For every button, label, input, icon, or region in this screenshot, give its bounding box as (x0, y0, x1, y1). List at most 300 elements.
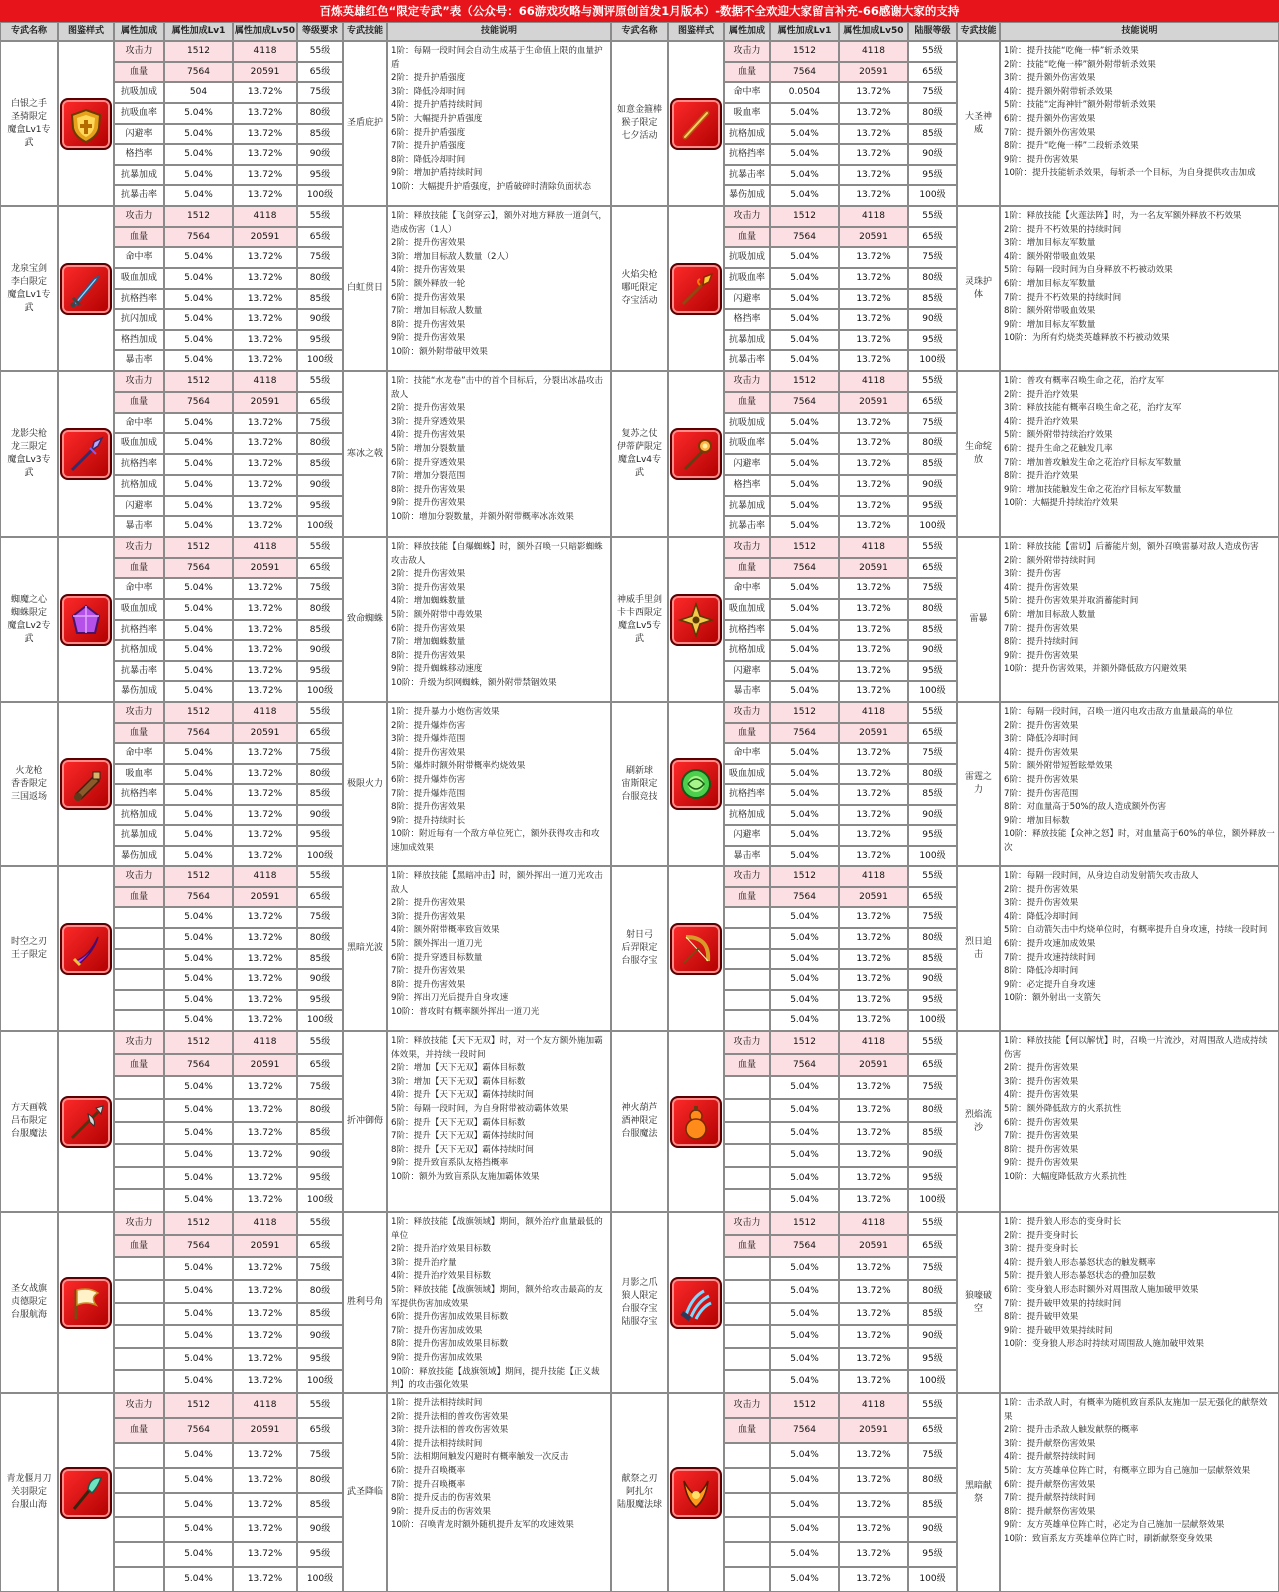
stat-lv50: 13.72% (233, 350, 297, 371)
stat-name (114, 1517, 164, 1542)
stat-lv1: 5.04% (164, 330, 233, 350)
stat-lv1: 5.04% (770, 124, 839, 144)
level-requirement: 65级 (297, 1054, 343, 1076)
stat-name (724, 949, 770, 969)
stat-lv1: 5.04% (164, 949, 233, 969)
skill-tier-line: 2阶：提升伤害效果 (391, 403, 466, 414)
stat-name: 攻击力 (114, 1393, 164, 1418)
skill-tier-line: 7阶：提升【天下无双】霸体持续时间 (391, 1131, 534, 1142)
level-requirement: 90级 (297, 1144, 343, 1167)
skill-tier-line: 1阶：释放技能【天下无双】时，对一个友方额外施加霸体效果，并持续一段时间 (391, 1036, 603, 1060)
skill-tier-line: 6阶：增加目标敌人数量 (1004, 609, 1096, 620)
stat-lv1: 5.04% (770, 144, 839, 165)
stat-lv50: 13.72% (233, 289, 297, 309)
stat-name: 闪避率 (724, 454, 770, 475)
weapon-skill-name: 狼嚎破空 (957, 1212, 1000, 1393)
stat-name: 攻击力 (114, 866, 164, 887)
skill-tier-line: 2阶：提升法相的普攻伤害效果 (391, 1411, 509, 1422)
skill-tier-line: 1阶：释放技能【雷切】后蓄能片刻，额外召唤雷暴对敌人造成伤害 (1004, 542, 1259, 552)
stat-lv1: 5.04% (164, 103, 233, 124)
stat-lv50: 13.72% (839, 247, 908, 268)
shuriken-icon (670, 594, 722, 646)
weapon-name: 复苏之仗 伊蒂萨限定 魔盒Lv4专武 (611, 371, 668, 537)
skill-tier-line: 3阶：提升伤害效果 (391, 582, 466, 593)
level-requirement: 90级 (908, 144, 957, 165)
stat-name (114, 1303, 164, 1325)
stat-name: 暴伤加成 (114, 846, 164, 866)
stat-lv1: 7564 (770, 1054, 839, 1076)
stat-name: 命中率 (114, 247, 164, 268)
level-requirement: 85级 (297, 454, 343, 475)
skill-tier-line: 4阶：提升伤害效果 (1004, 747, 1079, 758)
stat-lv50: 13.72% (839, 1542, 908, 1567)
stat-name: 暴伤加成 (114, 681, 164, 702)
weapon-icon-cell (58, 206, 114, 371)
level-requirement: 95级 (908, 1542, 957, 1567)
flag-icon (60, 1277, 112, 1329)
stat-name (114, 1099, 164, 1122)
skill-tier-line: 8阶：提升伤害效果 (391, 979, 466, 990)
stat-lv50: 20591 (839, 392, 908, 413)
stat-lv1: 5.04% (164, 247, 233, 268)
stat-name (724, 1303, 770, 1325)
level-requirement: 65级 (297, 887, 343, 907)
stat-lv1: 5.04% (770, 247, 839, 268)
stat-lv1: 5.04% (164, 289, 233, 309)
level-requirement: 100级 (297, 1010, 343, 1031)
weapon-icon-cell (58, 1031, 114, 1212)
stat-lv1: 504 (164, 82, 233, 103)
stat-lv50: 20591 (839, 62, 908, 82)
stat-name: 抗格挡率 (114, 784, 164, 805)
skill-tier-line: 2阶：提升伤害效果 (391, 898, 466, 909)
skill-tier-line: 5阶：提升狼人形态暴怒状态的叠加层数 (1004, 1271, 1156, 1282)
stat-lv1: 5.04% (770, 330, 839, 350)
skill-tier-line: 9阶：提升伤害加成效果 (391, 1352, 483, 1363)
level-requirement: 75级 (297, 907, 343, 928)
skill-tier-line: 8阶：额外附带吸血效果 (1004, 306, 1096, 317)
stat-lv50: 13.72% (233, 640, 297, 661)
stat-lv50: 13.72% (839, 805, 908, 825)
stat-lv1: 5.04% (164, 1517, 233, 1542)
stat-lv50: 13.72% (839, 330, 908, 350)
column-header: 属性加成Lv1 (770, 22, 839, 41)
stat-lv1: 1512 (164, 1393, 233, 1418)
skill-tier-line: 7阶：提升召唤概率 (391, 1479, 466, 1490)
skill-tier-line: 3阶：提升额外伤害效果 (1004, 73, 1096, 84)
skill-tier-line: 10阶：大幅提升护盾强度，护盾破碎时清除负面状态 (391, 181, 591, 192)
weapon-icon-cell (668, 1212, 724, 1393)
level-requirement: 55级 (297, 371, 343, 392)
stat-lv50: 4118 (233, 866, 297, 887)
stat-name: 血量 (724, 723, 770, 743)
skill-tier-line: 6阶：提升伤害效果 (1004, 1117, 1079, 1128)
skill-tier-line: 6阶：提升爆炸伤害 (391, 774, 466, 785)
stat-lv50: 13.72% (233, 1370, 297, 1393)
stat-name (114, 1010, 164, 1031)
stat-name (724, 1280, 770, 1303)
stat-name (114, 1280, 164, 1303)
skill-tier-line: 9阶：友方英雄单位阵亡时，必定为自己施加一层献祭效果 (1004, 1520, 1225, 1531)
stat-lv50: 4118 (839, 41, 908, 62)
level-requirement: 80级 (908, 1099, 957, 1122)
stat-lv1: 5.04% (164, 764, 233, 784)
skill-tier-line: 10阶：提升伤害效果，并额外降低敌方闪避效果 (1004, 664, 1187, 675)
skill-tier-line: 7阶：增加目标敌人数量 (391, 306, 483, 317)
skill-tier-line: 6阶：提升护盾强度 (391, 127, 466, 138)
skill-tier-line: 4阶：提升【天下无双】霸体持续时间 (391, 1090, 534, 1101)
stat-name: 抗格加成 (114, 475, 164, 496)
skill-tier-line: 10阶：变身狼人形态时持续对周围敌人施加破甲效果 (1004, 1339, 1204, 1350)
level-requirement: 55级 (297, 702, 343, 723)
skill-tier-line: 5阶：增加分裂数量 (391, 443, 466, 454)
stat-lv50: 13.72% (233, 330, 297, 350)
level-requirement: 75级 (297, 1443, 343, 1468)
stat-lv1: 1512 (770, 866, 839, 887)
level-requirement: 85级 (908, 949, 957, 969)
level-requirement: 80级 (297, 928, 343, 949)
skill-tier-line: 8阶：提升伤害效果 (391, 802, 466, 813)
stat-lv50: 13.72% (233, 969, 297, 990)
skill-tier-line: 8阶：降低冷却时间 (1004, 966, 1079, 977)
stat-lv50: 13.72% (839, 928, 908, 949)
level-requirement: 100级 (908, 1010, 957, 1031)
level-requirement: 55级 (908, 371, 957, 392)
shield-icon (60, 98, 112, 150)
level-requirement: 65级 (908, 1418, 957, 1443)
skill-tier-line: 2阶：技能“吃俺一棒”额外附带斩杀效果 (1004, 59, 1156, 70)
stat-name (724, 969, 770, 990)
level-requirement: 95级 (908, 330, 957, 350)
level-requirement: 75级 (908, 1443, 957, 1468)
stat-lv50: 13.72% (233, 681, 297, 702)
stat-lv50: 13.72% (233, 144, 297, 165)
skill-tier-line: 1阶：释放技能【战旗领域】期间，额外治疗血量最低的单位 (391, 1217, 603, 1241)
stat-name (724, 1567, 770, 1592)
skill-tier-line: 8阶：降低冷却时间 (391, 154, 466, 165)
skill-tier-line: 6阶：提升伤害效果 (391, 623, 466, 634)
stat-lv1: 5.04% (164, 433, 233, 454)
stat-lv50: 4118 (839, 1212, 908, 1235)
level-requirement: 80级 (297, 599, 343, 620)
level-requirement: 80级 (297, 1280, 343, 1303)
level-requirement: 55级 (908, 1212, 957, 1235)
column-header: 属性加成Lv50 (233, 22, 297, 41)
skill-tier-line: 5阶：额外附带短暂眩晕效果 (1004, 761, 1113, 772)
stat-lv1: 5.04% (164, 1468, 233, 1493)
stat-name: 抗格挡率 (724, 620, 770, 640)
level-requirement: 65级 (297, 392, 343, 413)
column-header: 图鉴样式 (668, 22, 724, 41)
stat-lv50: 13.72% (839, 949, 908, 969)
weapon-name: 神威手里剑 卡卡西限定 魔盒Lv5专武 (611, 537, 668, 702)
weapon-name: 蜘魔之心 蜘蛛限定 魔盒Lv2专武 (0, 537, 58, 702)
stat-name (114, 1189, 164, 1212)
skill-tier-line: 3阶：提升变身时长 (1004, 1244, 1079, 1255)
stat-lv50: 4118 (839, 866, 908, 887)
skill-tier-line: 8阶：提升伤害效果 (391, 484, 466, 495)
stat-name: 命中率 (114, 413, 164, 433)
stat-lv1: 5.04% (164, 578, 233, 599)
stat-lv1: 5.04% (770, 1280, 839, 1303)
skill-tier-line: 1阶：提升暴力小炮伤害效果 (391, 707, 500, 717)
stat-lv1: 5.04% (770, 185, 839, 206)
skill-tier-line: 4阶：提升护盾持续时间 (391, 100, 483, 111)
stat-lv50: 13.72% (839, 1567, 908, 1592)
stat-name (114, 1076, 164, 1099)
weapon-name: 白银之手 圣骑限定 魔盒Lv1专武 (0, 41, 58, 206)
skill-tier-line: 6阶：提升献祭伤害效果 (1004, 1479, 1096, 1490)
stat-lv1: 5.04% (164, 846, 233, 866)
stat-lv50: 13.72% (839, 1493, 908, 1517)
level-requirement: 75级 (908, 578, 957, 599)
level-requirement: 95级 (297, 1542, 343, 1567)
stat-name (724, 1493, 770, 1517)
skill-tier-line: 4阶：提升伤害效果 (1004, 1090, 1079, 1101)
stat-name (114, 1325, 164, 1348)
halberd-icon (60, 1096, 112, 1148)
stat-name (114, 1348, 164, 1370)
skill-tier-line: 6阶：增加目标友军数量 (1004, 278, 1096, 289)
skill-description (1000, 206, 1279, 371)
skill-tier-line: 3阶：提升穿透效果 (391, 416, 466, 427)
stat-name (114, 1443, 164, 1468)
level-requirement: 100级 (908, 1567, 957, 1592)
stat-lv50: 13.72% (233, 1303, 297, 1325)
stat-lv1: 7564 (770, 1418, 839, 1443)
stat-lv1: 1512 (770, 41, 839, 62)
skill-tier-line: 1阶：释放技能【飞剑穿云】，额外对地方释放一道剑气，造成伤害（1人） (391, 211, 607, 235)
stat-name: 血量 (114, 62, 164, 82)
skill-tier-line: 8阶：提升反击的伤害效果 (391, 1493, 491, 1504)
skill-tier-line: 1阶：每隔一段时间，从身边自动发射箭矢攻击敌人 (1004, 871, 1199, 881)
level-requirement: 100级 (908, 350, 957, 371)
skill-tier-line: 7阶：提升献祭持续时间 (1004, 1493, 1096, 1504)
skill-tier-line: 4阶：提升伤害效果 (1004, 582, 1079, 593)
stat-lv1: 5.04% (770, 949, 839, 969)
stat-lv1: 5.04% (770, 1144, 839, 1167)
stat-lv50: 13.72% (233, 1010, 297, 1031)
stat-lv50: 4118 (233, 1393, 297, 1418)
level-requirement: 85级 (297, 620, 343, 640)
weapon-icon-cell (58, 1212, 114, 1393)
stat-name: 命中率 (724, 82, 770, 103)
level-requirement: 80级 (908, 1280, 957, 1303)
level-requirement: 95级 (908, 661, 957, 681)
stat-name: 格挡加成 (114, 330, 164, 350)
stat-name: 攻击力 (114, 537, 164, 558)
level-requirement: 100级 (297, 846, 343, 866)
skill-tier-line: 2阶：提升护盾强度 (391, 73, 466, 84)
stat-name: 血量 (114, 392, 164, 413)
stat-lv50: 13.72% (839, 578, 908, 599)
skill-tier-line: 3阶：提升伤害效果 (391, 911, 466, 922)
stat-lv1: 5.04% (770, 1542, 839, 1567)
stat-name (114, 990, 164, 1010)
level-requirement: 75级 (297, 82, 343, 103)
stat-lv50: 13.72% (233, 433, 297, 454)
weapon-skill-name: 雷暴 (957, 537, 1000, 702)
level-requirement: 95级 (297, 165, 343, 185)
stat-lv1: 5.04% (164, 144, 233, 165)
weapon-name: 献祭之刃 阿扎尔 陆服魔法球 (611, 1393, 668, 1592)
stat-lv1: 5.04% (770, 620, 839, 640)
stat-lv50: 4118 (839, 371, 908, 392)
stat-lv1: 1512 (164, 41, 233, 62)
stat-lv1: 7564 (770, 723, 839, 743)
stat-name: 抗格加成 (724, 124, 770, 144)
weapon-name: 龙泉宝剑 李白限定 魔盒Lv1专武 (0, 206, 58, 371)
dagger-icon (60, 923, 112, 975)
weapon-name: 圣女战旗 贞德限定 台服航海 (0, 1212, 58, 1393)
stat-lv50: 13.72% (839, 454, 908, 475)
skill-tier-line: 7阶：提升额外伤害效果 (1004, 127, 1096, 138)
skill-tier-line: 9阶：提升持续时长 (391, 815, 466, 826)
weapon-skill-name: 致命蜘蛛 (343, 537, 387, 702)
stat-lv50: 4118 (233, 371, 297, 392)
stat-name: 命中率 (724, 743, 770, 764)
skill-tier-line: 10阶：大幅提升持续治疗效果 (1004, 498, 1119, 509)
level-requirement: 90级 (908, 309, 957, 330)
stat-lv50: 13.72% (839, 1280, 908, 1303)
stat-lv50: 20591 (839, 558, 908, 578)
level-requirement: 95级 (908, 496, 957, 516)
skill-tier-line: 2阶：提升击杀敌人触发献祭的概率 (1004, 1425, 1139, 1436)
level-requirement: 95级 (297, 990, 343, 1010)
stat-name (724, 990, 770, 1010)
stat-lv50: 13.72% (839, 475, 908, 496)
stat-name (114, 949, 164, 969)
stat-lv50: 4118 (839, 1393, 908, 1418)
stat-lv1: 5.04% (164, 784, 233, 805)
stat-lv50: 13.72% (839, 681, 908, 702)
stat-lv50: 13.72% (233, 1493, 297, 1517)
stat-lv1: 5.04% (770, 1517, 839, 1542)
stat-lv1: 1512 (770, 1031, 839, 1054)
weapon-name: 时空之刃 王子限定 (0, 866, 58, 1031)
stat-name (114, 1493, 164, 1517)
skill-tier-line: 5阶：额外附带持续治疗效果 (1004, 430, 1113, 441)
stat-lv1: 5.04% (770, 496, 839, 516)
stat-lv50: 13.72% (233, 1144, 297, 1167)
stat-lv50: 20591 (839, 1054, 908, 1076)
cannon-icon (60, 758, 112, 810)
stat-name: 命中率 (114, 578, 164, 599)
stat-name: 攻击力 (114, 41, 164, 62)
level-requirement: 95级 (908, 990, 957, 1010)
stat-lv1: 5.04% (770, 289, 839, 309)
stat-lv1: 1512 (770, 702, 839, 723)
weapon-name: 火龙枪 香香限定 三国返场 (0, 702, 58, 866)
skill-tier-line: 6阶：提升伤害效果 (1004, 774, 1079, 785)
weapon-icon-cell (58, 1393, 114, 1592)
skill-tier-line: 7阶：增加蜘蛛数量 (391, 637, 466, 648)
stat-name (724, 1122, 770, 1144)
stat-lv50: 13.72% (233, 805, 297, 825)
stat-name: 抗暴击率 (114, 185, 164, 206)
stat-lv50: 4118 (839, 206, 908, 227)
column-header: 技能说明 (387, 22, 611, 41)
level-requirement: 80级 (297, 1099, 343, 1122)
stat-name: 攻击力 (114, 702, 164, 723)
stat-lv1: 7564 (164, 558, 233, 578)
weapon-name: 神火葫芦 酒神限定 台服魔法 (611, 1031, 668, 1212)
stat-name: 闪避率 (724, 661, 770, 681)
skill-tier-line: 2阶：提升治疗效果目标数 (391, 1244, 491, 1255)
skill-tier-line: 1阶：普攻有概率召唤生命之花，治疗友军 (1004, 376, 1165, 386)
stat-lv50: 13.72% (839, 1348, 908, 1370)
level-requirement: 90级 (908, 640, 957, 661)
weapon-skill-name: 雷霆之力 (957, 702, 1000, 866)
level-requirement: 100级 (908, 185, 957, 206)
level-requirement: 80级 (908, 1468, 957, 1493)
skill-description (1000, 41, 1279, 206)
stat-name: 血量 (114, 1235, 164, 1257)
stat-name (114, 1542, 164, 1567)
level-requirement: 100级 (908, 1189, 957, 1212)
weapon-icon-cell (668, 41, 724, 206)
stat-lv50: 4118 (233, 1212, 297, 1235)
level-requirement: 55级 (297, 1031, 343, 1054)
skill-tier-line: 8阶：提升伤害加成效果目标数 (391, 1339, 509, 1350)
stat-name: 闪避率 (724, 825, 770, 846)
weapon-skill-name: 烈焰流沙 (957, 1031, 1000, 1212)
skill-tier-line: 10阶：额外射出一支箭矢 (1004, 993, 1101, 1004)
stat-lv50: 13.72% (839, 1076, 908, 1099)
stat-lv50: 13.72% (233, 124, 297, 144)
skill-tier-line: 10阶：普攻时有概率额外挥出一道刀光 (391, 1006, 540, 1017)
skill-tier-line: 7阶：提升不朽效果的持续时间 (1004, 292, 1122, 303)
stat-lv1: 7564 (164, 227, 233, 247)
stat-lv50: 13.72% (839, 640, 908, 661)
stat-lv50: 13.72% (839, 516, 908, 537)
weapon-skill-name: 寒冰之戟 (343, 371, 387, 537)
stat-lv1: 1512 (164, 371, 233, 392)
skill-tier-line: 7阶：提升伤害效果 (1004, 623, 1079, 634)
stat-name (724, 1167, 770, 1189)
stat-name (114, 1370, 164, 1393)
skill-description (387, 1393, 611, 1592)
stat-name: 抗吸加成 (724, 247, 770, 268)
skill-tier-line: 8阶：提升治疗效果 (1004, 471, 1079, 482)
weapon-name: 刷新球 宙斯限定 台服竞技 (611, 702, 668, 866)
stat-lv50: 4118 (839, 702, 908, 723)
stat-name: 抗吸血率 (114, 103, 164, 124)
level-requirement: 90级 (297, 1517, 343, 1542)
level-requirement: 65级 (908, 62, 957, 82)
skill-tier-line: 9阶：挥出刀光后提升自身攻速 (391, 993, 509, 1004)
skill-tier-line: 8阶：对血量高于50%的敌人造成额外伤害 (1004, 802, 1167, 813)
weapon-skill-name: 折冲御侮 (343, 1031, 387, 1212)
level-requirement: 90级 (908, 1517, 957, 1542)
skill-tier-line: 8阶：提升破甲效果 (1004, 1312, 1079, 1323)
level-requirement: 65级 (297, 62, 343, 82)
stat-name: 血量 (724, 62, 770, 82)
stat-name (724, 1325, 770, 1348)
stat-name: 抗暴击率 (114, 661, 164, 681)
stat-lv1: 5.04% (164, 496, 233, 516)
stat-lv1: 5.04% (164, 454, 233, 475)
skill-tier-line: 10阶：增加分裂数量，并额外附带概率冰冻效果 (391, 511, 574, 522)
skill-tier-line: 10阶：额外为致盲系队友施加霸体效果 (391, 1171, 540, 1182)
stat-name: 抗格挡率 (724, 144, 770, 165)
stat-lv1: 5.04% (164, 1167, 233, 1189)
stat-name: 暴伤加成 (724, 185, 770, 206)
stat-name (114, 1257, 164, 1280)
skill-description (387, 702, 611, 866)
stat-name (724, 1348, 770, 1370)
stat-name: 暴击率 (114, 350, 164, 371)
